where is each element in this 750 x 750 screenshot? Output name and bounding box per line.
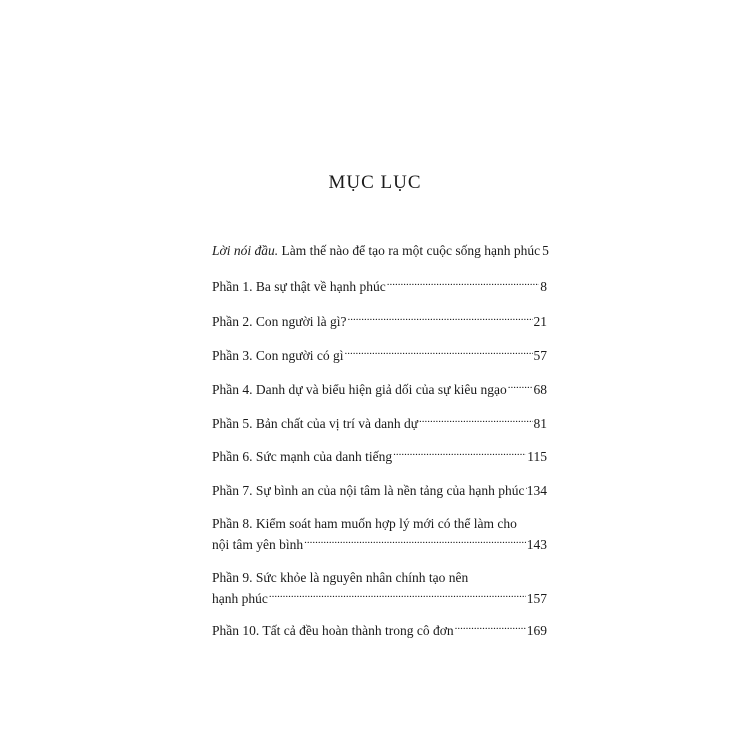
toc-entry-label: hạnh phúc <box>212 591 268 606</box>
toc-entry-label: nội tâm yên bình <box>212 537 304 552</box>
dot-leader <box>393 448 526 462</box>
toc-entry-label: Phần 2. Con người là gì? <box>212 314 347 329</box>
toc-entry-label: Phần 6. Sức mạnh của danh tiếng <box>212 449 393 464</box>
toc-entry-label: Phần 10. Tất cả đều hoàn thành trong cô đơn <box>212 623 454 638</box>
dot-leader <box>344 347 532 361</box>
toc-entry-preface <box>212 240 547 261</box>
toc-entry-part-2 <box>212 311 547 332</box>
toc-entry-part-7 <box>212 480 547 501</box>
toc-page-number: 115 <box>527 449 547 464</box>
toc-entry-part-10 <box>212 620 547 641</box>
dot-leader <box>508 381 533 395</box>
toc-entry-part-6 <box>212 446 547 467</box>
toc-page-number: 134 <box>526 483 547 498</box>
toc-entry-label-line1: Phần 9. Sức khỏe là nguyên nhân chính tạo nên <box>212 570 469 585</box>
toc-page-number: 143 <box>526 537 547 552</box>
toc-entry-label: Phần 7. Sự bình an của nội tâm là nền tảng của hạnh phúc <box>212 483 525 498</box>
toc-entry-label: Phần 3. Con người có gì <box>212 348 344 363</box>
toc-entry-label: Phần 1. Ba sự thật về hạnh phúc <box>212 279 386 294</box>
toc-page-number: 21 <box>533 314 547 329</box>
dot-leader <box>347 313 532 327</box>
toc-page-number: 157 <box>526 591 547 606</box>
toc-entry-part-5 <box>212 413 547 434</box>
toc-entry-part-9 <box>212 567 547 609</box>
toc-page-number: 57 <box>533 348 547 363</box>
dot-leader <box>387 278 539 292</box>
toc-entry-part-3 <box>212 345 547 366</box>
dot-leader <box>269 590 526 604</box>
toc-page-number: 8 <box>540 279 547 294</box>
toc-entry-label: Làm thế nào để tạo ra một cuộc sống hạnh phúc <box>278 243 541 258</box>
toc-page-number: 68 <box>533 382 547 397</box>
toc-entry-part-8 <box>212 513 547 555</box>
dot-leader <box>419 415 532 429</box>
toc-page-number: 81 <box>533 416 547 431</box>
toc-page-number: 5 <box>542 243 549 258</box>
toc-page-number: 169 <box>526 623 547 638</box>
preface-italic-label: Lời nói đầu. <box>212 243 279 258</box>
dot-leader <box>304 536 526 550</box>
toc-entry-label-line1: Phần 8. Kiểm soát ham muốn hợp lý mới có thể làm cho <box>212 516 517 531</box>
toc-entry-label: Phần 4. Danh dự và biểu hiện giả dối của sự kiêu ngạo <box>212 382 507 397</box>
dot-leader <box>455 622 526 636</box>
page-title: MỤC LỤC <box>328 172 422 193</box>
toc-entry-label: Phần 5. Bản chất của vị trí và danh dự <box>212 416 419 431</box>
toc-entry-part-4 <box>212 379 547 400</box>
toc-entry-part-1 <box>212 276 547 297</box>
